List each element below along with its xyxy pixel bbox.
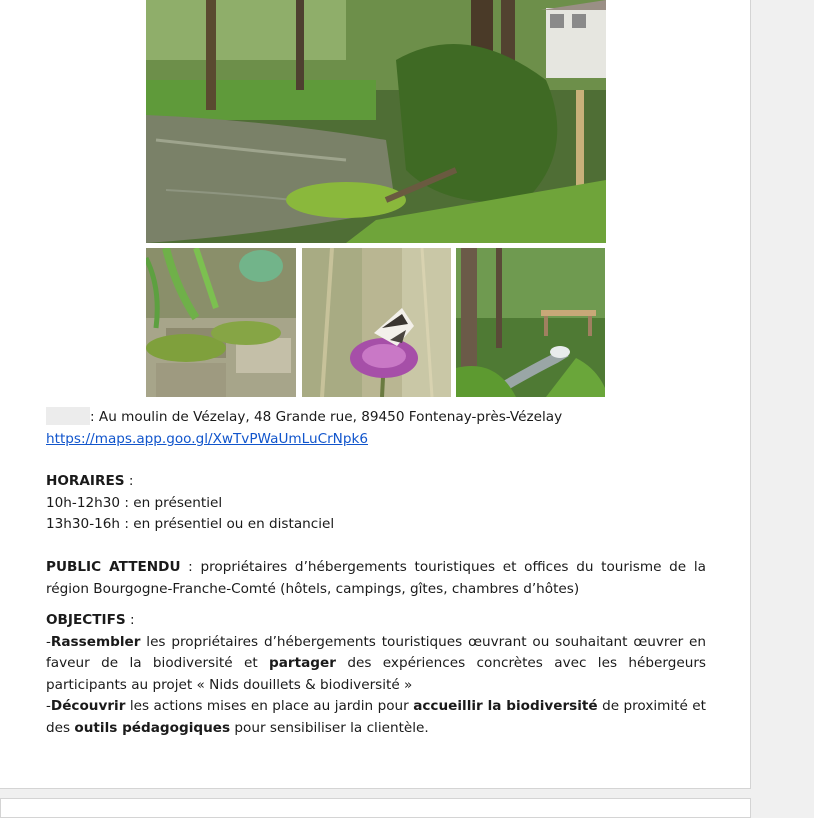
next-page — [0, 798, 751, 818]
horaires-line-1: 10h-12h30 : en présentiel — [46, 494, 223, 511]
item1-text-2: des expériences concrètes avec les hébergeurs participants au projet « Nids douillets & biodiversité » — [46, 655, 706, 693]
public-text: : propriétaires d’hébergements touristiques et offices du tourisme de la région Bourgogne-Franche-Comté (hôtels, campings, gîtes, chambres d’hôtes) — [46, 559, 706, 597]
public-block — [46, 557, 706, 600]
photo-stream-bridge — [456, 248, 605, 397]
item2-bold-2: accueillir la biodiversité — [413, 698, 598, 714]
item-prefix: - — [46, 633, 51, 650]
item2-text-3: pour sensibiliser la clientèle. — [230, 719, 429, 736]
item2-text-1: les actions mises en place au jardin pour — [125, 698, 414, 714]
horaires-line-2: 13h30-16h : en présentiel ou en distanciel — [46, 516, 335, 532]
item1-text-1: les propriétaires d’hébergements touristiques œuvrant ou souhaitant œuvrer en faveur de la biodiversité et — [46, 633, 706, 671]
objectifs-heading-line — [46, 610, 706, 632]
address-block — [46, 407, 706, 450]
item2-text-2: de proximité et des — [46, 698, 706, 736]
item2-bold-3: outils pédagogiques — [74, 719, 231, 736]
public-heading: PUBLIC ATTENDU — [46, 559, 181, 575]
maps-link[interactable]: https://maps.app.goo.gl/XwTvPWaUmLuCrNpk6 — [46, 430, 368, 447]
objectifs-block — [46, 610, 706, 739]
redacted-label — [46, 407, 90, 425]
photo-river — [146, 0, 606, 243]
item2-bold-1: Découvrir — [50, 698, 126, 714]
item-prefix: - — [46, 698, 51, 714]
objectifs-heading: OBJECTIFS — [46, 612, 126, 628]
objectif-item-2 — [46, 696, 706, 739]
horaires-heading: HORAIRES — [46, 473, 125, 489]
item1-bold-2: partager — [269, 655, 336, 671]
horaires-block — [46, 471, 706, 536]
objectifs-heading-suffix: : — [125, 612, 135, 628]
horaires-heading-suffix: : — [124, 473, 134, 489]
address-line — [46, 407, 706, 429]
objectif-item-1 — [46, 632, 706, 697]
item1-bold-1: Rassembler — [50, 633, 141, 650]
photo-ferns-wall — [146, 248, 296, 397]
address-text: : Au moulin de Vézelay, 48 Grande rue, 89450 Fontenay-près-Vézelay — [90, 409, 563, 425]
public-paragraph — [46, 557, 706, 600]
horaires-heading-line — [46, 471, 706, 493]
photo-butterfly — [302, 248, 451, 397]
